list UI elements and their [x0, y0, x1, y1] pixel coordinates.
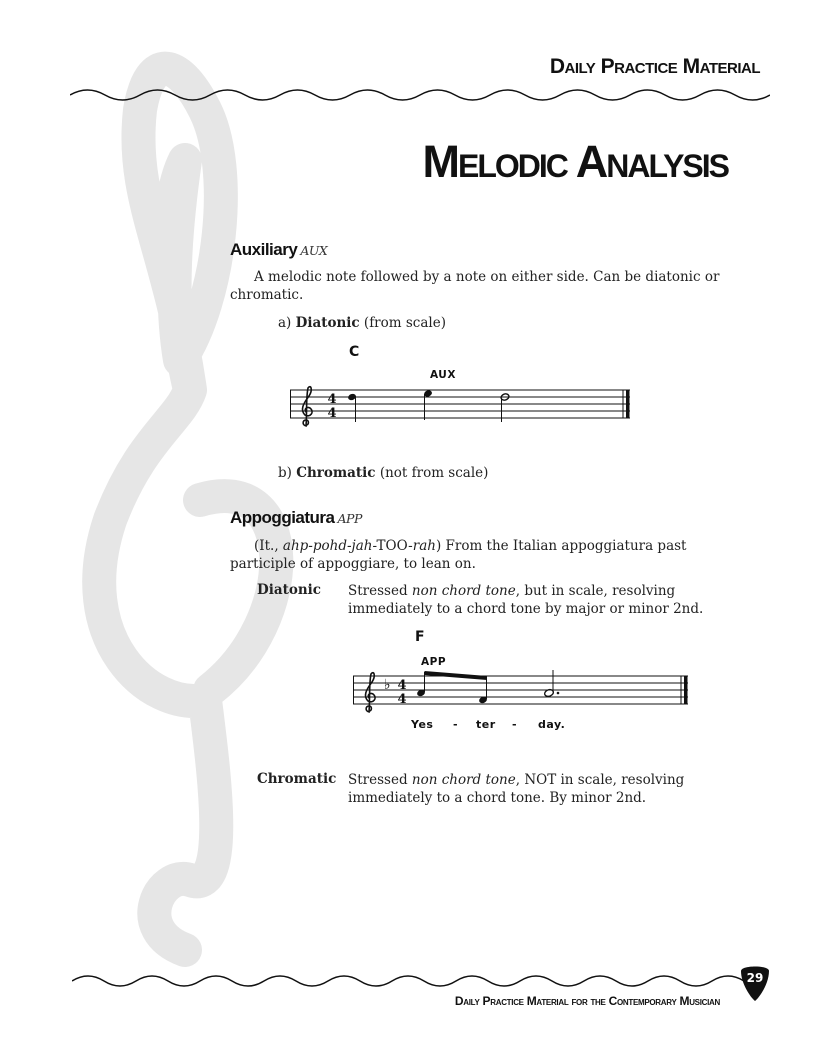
- item-a-note: (from scale): [363, 315, 446, 331]
- intro-pron-1: ahp-pohd-jah: [282, 538, 373, 554]
- auxiliary-item-b: [278, 464, 488, 482]
- app-note-3: [544, 670, 560, 698]
- app-music-staff: [353, 668, 698, 718]
- auxiliary-definition-text: A melodic note followed by a note on either side. Can be diatonic or chromatic.: [230, 269, 720, 303]
- item-a-label: Diatonic: [295, 315, 360, 331]
- lyric-hyphen-2: -: [512, 718, 518, 731]
- auxiliary-heading-text: Auxiliary: [230, 240, 298, 259]
- item-b-note: (not from scale): [379, 465, 489, 481]
- footer-wavy-rule: [72, 970, 744, 992]
- aux-time-sig-bottom: 4: [327, 406, 337, 421]
- treble-clef-icon: [302, 387, 312, 426]
- treble-clef-icon: [365, 673, 375, 712]
- item-b-marker: b): [278, 465, 292, 481]
- aux-chord-symbol: C: [349, 344, 360, 360]
- chromatic-text-em: non chord tone: [411, 772, 516, 788]
- app-note-2: [478, 677, 488, 704]
- auxiliary-heading: [230, 240, 327, 260]
- lyric-syllable-1: Yes: [411, 718, 434, 731]
- lyric-hyphen-1: -: [453, 718, 459, 731]
- page-number-badge: [738, 963, 772, 1003]
- aux-music-staff: [290, 382, 635, 430]
- running-header-title: Daily Practice Material: [549, 55, 760, 78]
- appoggiatura-heading-text: Appoggiatura: [230, 508, 335, 527]
- auxiliary-definition: [230, 268, 730, 304]
- diatonic-text-em: non chord tone: [411, 583, 516, 599]
- app-chord-symbol: F: [415, 629, 425, 645]
- lyric-syllable-2: ter: [476, 718, 496, 731]
- app-beam: [425, 671, 488, 680]
- chromatic-text-post: , NOT in scale, resolving immediately to a chord tone. By minor 2nd.: [348, 772, 685, 806]
- chromatic-label: Chromatic: [257, 771, 337, 787]
- footer-title: Daily Practice Material for the Contemporary Musician: [454, 994, 720, 1008]
- auxiliary-abbr: AUX: [300, 243, 328, 258]
- appoggiatura-heading: [230, 508, 362, 528]
- intro-open: (It.,: [254, 538, 283, 554]
- auxiliary-item-a: [278, 314, 446, 332]
- appoggiatura-abbr: APP: [337, 511, 362, 526]
- diatonic-text-post: , but in scale, resolving immediately to a chord tone by major or minor 2nd.: [348, 583, 704, 617]
- aux-time-sig-top: 4: [327, 392, 337, 407]
- aux-annotation: AUX: [430, 369, 456, 381]
- item-b-label: Chromatic: [296, 465, 376, 481]
- chromatic-description: [348, 771, 718, 807]
- diatonic-description: [348, 582, 718, 618]
- intro-pron-3: rah: [412, 538, 436, 554]
- page-title: Melodic Analysis: [422, 136, 728, 187]
- diatonic-label: Diatonic: [257, 582, 321, 598]
- intro-pron-2: -TOO-: [372, 538, 413, 554]
- item-a-marker: a): [278, 315, 292, 331]
- app-annotation: APP: [421, 656, 447, 668]
- app-time-sig-bottom: 4: [397, 692, 407, 707]
- diatonic-text-pre: Stressed: [348, 583, 412, 599]
- flat-key-signature-icon: ♭: [384, 677, 391, 693]
- header-wavy-rule: [70, 84, 770, 106]
- page-number: 29: [746, 971, 764, 985]
- aux-note-2: [423, 389, 433, 420]
- lyric-syllable-3: day.: [538, 718, 566, 731]
- app-time-sig-top: 4: [397, 678, 407, 693]
- chromatic-text-pre: Stressed: [348, 772, 412, 788]
- appoggiatura-intro: [230, 537, 710, 573]
- intro-rest: ) From the Italian appoggiatura past participle of appoggiare, to lean on.: [230, 538, 687, 572]
